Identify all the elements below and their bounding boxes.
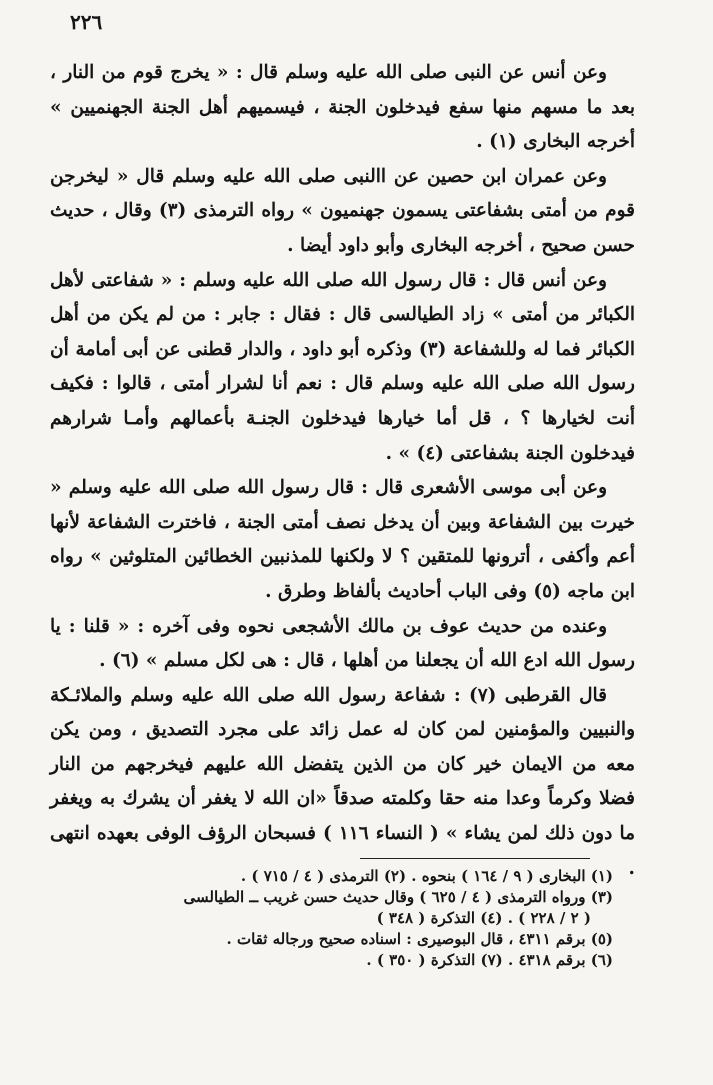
main-text bbox=[50, 56, 635, 886]
footnote-line: (٥) برقم ٤٣١١ ، قال البوصيرى : اسناده صحيح ورجاله ثقات . bbox=[226, 930, 613, 948]
paragraph-imran-hadith: وعن عمران ابن حصين عن االنبى صلى الله عليه وسلم قال « ليخرجن قوم من أمتى بشفاعتى يسمون جهنميون » رواه الترمذى (٣) وقال ، حديث حسن صحيح ، أخرجه البخارى وأبو داود أيضا . bbox=[50, 165, 635, 256]
paragraph-awf-hadith: وعنده من حديث عوف بن مالك الأشجعى نحوه وفى آخره : « قلنا : يا رسول الله ادع الله أن يجعلنا من أهلها ، قال : هى لكل مسلم » (٦) . bbox=[50, 615, 635, 672]
paragraph-abu-musa-hadith: وعن أبى موسى الأشعرى قال : قال رسول الله صلى الله عليه وسلم « خيرت بين الشفاعة وبين أن يدخل نصف أمتى الجنة ، فاخترت الشفاعة لأنها أعم وأكفى ، أترونها للمتقين ؟ لا ولكنها للمذنبين الخطائين المتلوثين » رواه ابن ماجه (٥) وفى الباب أحاديث بألفاظ وطرق . bbox=[50, 477, 635, 602]
paragraph-qurtubi: قال القرطبى (٧) : شفاعة رسول الله صلى الله عليه وسلم والملائـكة والنبيين والمؤمنين لمن كان له عمل زائد على مجرد التصديق ، ومن يكن معه من الايمان خير كان من الذين يتفضل الله عليهم فيخرجهم من النار فضلا وكرماً وعدا منه حقا وكلمته صدقاً «ان الله لا يغفر أن يشرك به ويغفر ما دون ذلك لمن يشاء » ( النساء ١١٦ ) فسبحان الرؤف الوفى بعهده انتهى . bbox=[50, 684, 635, 879]
footnote-line: (٣) ورواه الترمذى ( ٤ / ٦٢٥ ) وقال حديث حسن غريب ــ الطيالسى bbox=[183, 888, 613, 906]
paragraph-shafaa-kabair: وعن أنس قال : قال رسول الله صلى الله عليه وسلم : « شفاعتى لأهل الكبائر من أمتى » زاد الطيالسى قال : فقال : جابر : من لم يكن من أهل الكبائر فما له وللشفاعة (٣) وذكره أبو داود ، والدار قطنى عن أبى أمامة أن رسول الله صلى الله عليه وسلم قال : نعم أنا لشرار أمتى ، قالوا : فكيف أنت لخيارها ؟ ، قل أما خيارها فيدخلون الجنـة بأعمالهم وأمـا شرارهم فيدخلون الجنة بشفاعتى (٤) » . bbox=[50, 269, 635, 464]
footnote-line: ( ٢ / ٢٢٨ ) . (٤) التذكرة ( ٣٤٨ ) bbox=[376, 909, 591, 927]
footnotes bbox=[13, 866, 613, 971]
footnote-divider bbox=[360, 858, 590, 859]
paragraph-anas-hadith: وعن أنس عن النبى صلى الله عليه وسلم قال : « يخرج قوم من النار ، بعد ما مسهم منها سفع فيدخلون الجنة ، فيسميهم أهل الجنة الجهنميين » أخرجه البخارى (١) . bbox=[50, 62, 635, 153]
footnote-line: (٦) برقم ٤٣١٨ . (٧) التذكرة ( ٣٥٠ ) . bbox=[366, 951, 613, 969]
footnote-line: (١) البخارى ( ٩ / ١٦٤ ) بنحوه . (٢) الترمذى ( ٤ / ٧١٥ ) . bbox=[240, 867, 613, 885]
page-number: ٢٢٦ bbox=[70, 10, 103, 34]
